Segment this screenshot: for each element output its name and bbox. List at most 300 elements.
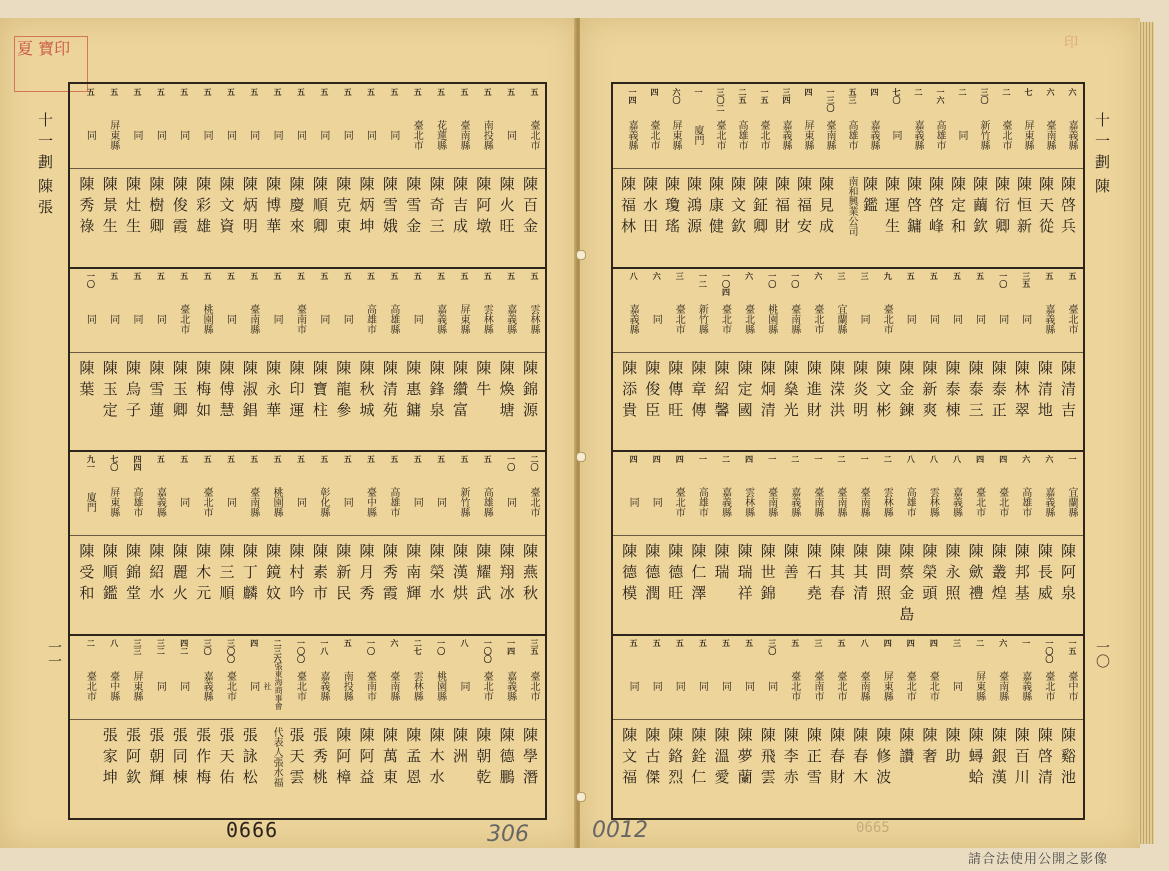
entry-number: 二 [790, 455, 801, 463]
register-entry [237, 451, 260, 635]
entry-number: 三〇二 [716, 88, 726, 112]
entry-place: 臺北市 [224, 670, 236, 701]
register-entry [284, 268, 307, 452]
entry-number: 五 [483, 455, 494, 463]
entry-place: 嘉義縣 [868, 120, 879, 150]
register-entry [709, 635, 732, 819]
entry-number: 八 [629, 271, 640, 280]
entry-name: 陳夢蘭 [735, 726, 754, 790]
entry-place: 高雄市 [934, 120, 945, 150]
register-entry [261, 451, 284, 635]
entry-name: 陳俊霞 [170, 176, 189, 239]
entry-place: 臺北市 [1042, 670, 1054, 701]
page-stack-edge [1138, 22, 1154, 844]
block-divider [70, 634, 545, 636]
entry-number: 一 [1021, 638, 1032, 647]
entry-place: 同 [154, 130, 166, 140]
entry-number: 五 [343, 638, 354, 647]
entry-name: 陳玉定 [100, 359, 119, 423]
entry-number: 五 [459, 271, 470, 280]
register-entry [308, 635, 331, 819]
entry-number: 七〇 [892, 88, 902, 104]
entry-name: 陳溫愛 [712, 726, 731, 790]
entry-number: 一三〇 [826, 88, 836, 112]
entry-place: 同 [411, 497, 423, 507]
register-entry [871, 451, 894, 635]
entry-name: 陳受和 [77, 543, 96, 606]
register-entry [308, 84, 331, 268]
entry-place: 同 [457, 680, 469, 691]
register-entry [802, 268, 825, 452]
entry-place: 同 [341, 313, 353, 324]
entry-place: 嘉義縣 [1066, 120, 1077, 150]
entry-name: 陳見成 [817, 176, 835, 239]
entry-place: 臺南縣 [811, 487, 823, 517]
register-entry [1010, 451, 1033, 635]
register-entry [964, 268, 987, 452]
register-entry [378, 268, 401, 452]
entry-number: 四 [652, 455, 663, 463]
entry-name: 陳繭欽 [971, 176, 989, 239]
entry-place: 雲林縣 [481, 303, 493, 334]
entry-name: 陳善 [781, 543, 800, 585]
register-entry [1010, 635, 1033, 819]
register-entry [903, 84, 925, 268]
entry-number: 二 [721, 455, 732, 463]
entry-number: 五 [975, 271, 986, 280]
entry-place: 同 [627, 680, 639, 691]
entry-place: 臺南縣 [1044, 120, 1055, 150]
entry-number: 一〇〇 [296, 638, 307, 663]
entry-name: 陳雪蓮 [147, 359, 166, 423]
entry-number: 一五 [760, 88, 770, 104]
entry-place: 臺南縣 [247, 487, 259, 517]
register-entry [97, 451, 120, 635]
block-divider [70, 450, 545, 452]
entry-place: 同 [131, 313, 143, 324]
register-entry [191, 268, 214, 452]
entry-name: 陳翔冰 [497, 543, 516, 606]
entry-name: 陳村吟 [287, 543, 306, 606]
entry-place: 高雄市 [1019, 487, 1031, 517]
entry-number: 一〇 [506, 455, 517, 471]
register-entry [378, 451, 401, 635]
entry-number: 三 [836, 271, 847, 280]
entry-number: 四 [906, 638, 917, 647]
entry-place: 同 [271, 130, 283, 140]
pencil-note-right: 0012 [592, 818, 648, 843]
register-entry [733, 635, 756, 819]
register-entry [639, 84, 661, 268]
entry-number: 五 [929, 271, 940, 280]
register-entry [378, 635, 401, 819]
register-entry [1057, 84, 1079, 268]
register-entry [709, 451, 732, 635]
entry-name: 陳慶來 [287, 176, 306, 239]
entry-name: 陳銀漢 [989, 726, 1008, 790]
entry-place: 臺北市 [527, 670, 539, 701]
entry-name: 陳讚 [897, 726, 916, 769]
register-entry [756, 635, 779, 819]
entry-name: 張作梅 [194, 726, 213, 790]
entry-number: 三〇 [980, 88, 990, 104]
entry-place: 同 [904, 313, 916, 324]
entry-place: 臺北市 [904, 670, 916, 701]
register-entry [494, 268, 517, 452]
register-entry [471, 268, 494, 452]
register-entry [733, 451, 756, 635]
register-entry [424, 84, 447, 268]
entry-name: 陳泰棟 [943, 359, 962, 423]
entry-place: 高雄縣 [387, 303, 399, 334]
entry-name: 陳麗火 [170, 543, 189, 606]
entry-place: 同 [224, 313, 236, 324]
register-entry [471, 84, 494, 268]
entry-name: 張家坤 [100, 726, 119, 790]
entry-name: 陳月秀 [357, 543, 376, 606]
entry-number: 五 [226, 271, 237, 280]
entry-place: 臺北縣 [742, 303, 754, 334]
entry-number: 五 [413, 88, 424, 96]
entry-place: 同 [364, 130, 376, 140]
entry-number: 一 [767, 455, 778, 463]
register-entry [144, 451, 167, 635]
entry-name: 陳景生 [100, 176, 119, 239]
entry-name: 陳助 [943, 726, 962, 769]
register-entry [640, 268, 663, 452]
entry-number: 五 [86, 88, 97, 96]
entry-number: 五 [343, 88, 354, 96]
entry-place: 同 [650, 497, 662, 507]
entry-place: 臺北市 [1000, 120, 1011, 150]
entry-place: 臺北市 [673, 303, 685, 334]
entry-name: 陳吉成 [450, 176, 469, 239]
entry-place: 同 [271, 313, 283, 324]
register-entry [617, 84, 639, 268]
entry-name: 陳啓清 [1035, 726, 1054, 790]
entry-place: 新竹縣 [696, 303, 708, 334]
register-entry [749, 84, 771, 268]
register-entry [121, 84, 144, 268]
entry-number: 三二 [156, 638, 167, 655]
entry-number: 一四 [628, 88, 638, 104]
register-entry [237, 268, 260, 452]
entry-place: 嘉義縣 [627, 303, 639, 334]
entry-number: 五三 [848, 88, 858, 104]
register-entry [663, 635, 686, 819]
entry-number: 四 [650, 88, 660, 96]
register-entry [617, 635, 640, 819]
entry-name: 陳文資 [217, 176, 236, 239]
entry-number: 五 [366, 455, 377, 463]
entry-name: 陳洲 [450, 726, 469, 769]
entry-number: 四 [675, 455, 686, 463]
register-entry [663, 451, 686, 635]
entry-name: 陳修波 [874, 726, 893, 790]
entry-number: 八 [109, 638, 120, 647]
entry-number: 二 [975, 638, 986, 647]
register-entry [848, 451, 871, 635]
entry-place: 同 [224, 497, 236, 507]
entry-name: 陳瑞祥 [735, 543, 754, 606]
entry-name: 陳定和 [949, 176, 967, 239]
register-entry [167, 268, 190, 452]
entry-name: 陳福林 [619, 176, 637, 239]
register-entry [881, 84, 903, 268]
section-label-left: 十一劃 [36, 112, 54, 175]
entry-number: 五 [1067, 271, 1078, 280]
register-entry [661, 84, 683, 268]
entry-place: 廈門 [84, 492, 96, 512]
entry-place: 桃園縣 [434, 670, 446, 701]
register-entry [144, 635, 167, 819]
entry-number: 五 [109, 88, 120, 96]
entry-number: 五 [226, 88, 237, 96]
entry-place: 同 [177, 680, 189, 691]
register-entry [733, 268, 756, 452]
entry-number: 二 [958, 88, 968, 96]
register-entry [1010, 268, 1033, 452]
entry-place: 嘉義縣 [719, 487, 731, 517]
entry-name: 陳彩雄 [194, 176, 213, 239]
entry-place: 高雄市 [387, 487, 399, 517]
entry-number: 五 [249, 455, 260, 463]
entry-name: 陳龍參 [334, 359, 353, 423]
register-entry [424, 268, 447, 452]
register-entry [969, 84, 991, 268]
entry-name: 陳添貴 [620, 359, 639, 423]
register-entry [815, 84, 837, 268]
entry-place: 嘉義縣 [788, 487, 800, 517]
entry-number: 五 [296, 271, 307, 280]
entry-place: 臺北市 [84, 670, 96, 701]
register-entry [1035, 84, 1057, 268]
entry-name: 陳蟳蛤 [966, 726, 985, 790]
entry-name: 陳鉦卿 [751, 176, 769, 239]
register-entry [756, 268, 779, 452]
entry-name: 陳泰正 [989, 359, 1008, 423]
register-entry [308, 268, 331, 452]
entry-place: 桃園縣 [201, 303, 213, 334]
entry-place: 臺北市 [714, 120, 725, 150]
entry-name: 陳德潤 [643, 543, 662, 606]
page-number-left: 一一 [46, 640, 62, 668]
entry-name: 陳福財 [773, 176, 791, 239]
entry-place: 臺南縣 [834, 487, 846, 517]
serial-number: 0666 [226, 818, 279, 842]
entry-place: 臺北市 [481, 670, 493, 701]
entry-place: 同 [387, 130, 399, 140]
entry-place: 宜蘭縣 [1065, 487, 1077, 517]
entry-number: 二 [1002, 88, 1012, 96]
register-entry [214, 268, 237, 452]
register-entry [261, 84, 284, 268]
entry-name: 陳啓鏞 [905, 176, 923, 239]
register-entry [518, 84, 541, 268]
entry-number: 六〇 [672, 88, 682, 104]
register-entry [214, 635, 237, 819]
entry-number: 一 [813, 455, 824, 463]
register-entry [793, 84, 815, 268]
entry-place: 新竹縣 [457, 487, 469, 517]
entry-name: 陳葉 [77, 359, 96, 402]
entry-number: 五 [721, 638, 732, 647]
entry-place: 臺北市 [201, 487, 213, 517]
entry-name: 陳林翠 [1012, 359, 1031, 423]
entry-name: 陳印運 [287, 359, 306, 423]
left-block-1 [70, 84, 545, 268]
left-block-4 [70, 635, 545, 819]
entry-place: 同 [84, 313, 96, 324]
entry-name: 陳泰三 [966, 359, 985, 423]
entry-number: 五 [156, 271, 167, 280]
entry-name: 陳樹卿 [147, 176, 166, 239]
entry-number: 四四 [133, 455, 144, 471]
entry-name: 張朝輝 [147, 726, 166, 790]
right-register-table [611, 82, 1085, 820]
entry-place: 臺南縣 [858, 487, 870, 517]
entry-name: 陳春木 [851, 726, 870, 790]
entry-name: 陳新爽 [920, 359, 939, 423]
entry-number: 五 [179, 271, 190, 280]
entry-number: 六 [998, 638, 1009, 647]
entry-place: 雲林縣 [927, 487, 939, 517]
entry-number: 三 [675, 271, 686, 280]
entry-name: 陳石堯 [804, 543, 823, 606]
entry-number: 四 [804, 88, 814, 96]
right-block-1 [613, 84, 1083, 268]
entry-place: 雲林縣 [881, 487, 893, 517]
entry-name: 陳定國 [735, 359, 754, 423]
entry-number: 五 [436, 455, 447, 463]
entry-number: 八 [952, 455, 963, 463]
entry-name: 陳百金 [520, 176, 539, 239]
entry-name: 陳李赤 [781, 726, 800, 790]
entry-place: 屏東縣 [131, 670, 143, 701]
entry-name: 陳古傑 [643, 726, 662, 790]
entry-place: 高雄市 [846, 120, 857, 150]
register-entry [964, 635, 987, 819]
entry-name: 陳炎明 [851, 359, 870, 423]
entry-number: 五 [133, 88, 144, 96]
surname-label-right: 陳 [1093, 178, 1111, 199]
entry-number: 五 [459, 455, 470, 463]
entry-number: 五 [343, 455, 354, 463]
register-entry [825, 268, 848, 452]
entry-name: 陳奢 [920, 726, 939, 769]
entry-name: 陳雪娥 [380, 176, 399, 239]
entry-place: 桃園縣 [765, 303, 777, 334]
entry-number: 一〇〇 [1044, 638, 1055, 663]
entry-place: 屏東縣 [670, 120, 681, 150]
entry-place: 臺北市 [719, 303, 731, 334]
pencil-note-left: 306 [487, 822, 529, 847]
register-entry [354, 268, 377, 452]
entry-place: 同 [1019, 313, 1031, 324]
entry-name: 陳清吉 [1058, 359, 1077, 423]
entry-place: 臺北市 [527, 120, 539, 150]
register-entry [859, 84, 881, 268]
entry-place: 彰化縣 [317, 487, 329, 517]
entry-number: 三〇〇 [226, 638, 237, 663]
entry-number: 四 [870, 88, 880, 96]
entry-name: 陳蔡金島 [897, 543, 916, 627]
left-block-3 [70, 451, 545, 635]
entry-place: 同 [858, 313, 870, 324]
register-entry [1033, 451, 1056, 635]
register-entry [191, 84, 214, 268]
entry-name: 陳歛禮 [966, 543, 985, 606]
register-entry [825, 635, 848, 819]
entry-name: 陳鉻烈 [666, 726, 685, 790]
entry-number: 二七 [413, 638, 424, 655]
register-entry [331, 84, 354, 268]
entry-name: 陳秋城 [357, 359, 376, 423]
entry-place: 同 [696, 680, 708, 691]
register-entry [97, 268, 120, 452]
entry-place: 臺中縣 [364, 487, 376, 517]
entry-name: 陳永華 [264, 359, 283, 423]
register-entry [121, 635, 144, 819]
entry-name: 陳進財 [804, 359, 823, 423]
entry-place: 臺中市 [1065, 670, 1077, 701]
entry-place: 臺南縣 [457, 120, 469, 150]
entry-name: 陳煥塘 [497, 359, 516, 423]
entry-place: 屏東縣 [107, 120, 119, 150]
entry-number: 一〇 [366, 638, 377, 655]
entry-name: 陳鑑 [861, 176, 879, 218]
entry-name: 陳俊臣 [643, 359, 662, 423]
register-entry [709, 268, 732, 452]
entry-name: 陳春財 [827, 726, 846, 790]
register-entry [191, 635, 214, 819]
entry-number: 四 [975, 455, 986, 463]
entry-number: 三〇 [203, 638, 214, 655]
register-entry [144, 84, 167, 268]
entry-number: 五 [179, 88, 190, 96]
entry-name: 陳孟恩 [404, 726, 423, 790]
entry-place: 臺北市 [973, 487, 985, 517]
entry-place: 屏東縣 [1022, 120, 1033, 150]
register-entry [686, 451, 709, 635]
left-block-2 [70, 268, 545, 452]
register-entry [167, 451, 190, 635]
entry-name: 陳三順 [217, 543, 236, 606]
entry-number: 四 [629, 455, 640, 463]
entry-name: 陳瑞 [712, 543, 731, 585]
entry-name: 陳烏子 [124, 359, 143, 423]
entry-place: 臺北市 [294, 670, 306, 701]
entry-number: 八 [459, 638, 470, 647]
register-entry [917, 635, 940, 819]
entry-place: 臺南縣 [858, 670, 870, 701]
register-entry [802, 635, 825, 819]
entry-name: 陳炳坤 [357, 176, 376, 239]
entry-place: 臺北市 [881, 303, 893, 334]
entry-number: 五 [506, 271, 517, 280]
entry-place: 高雄市 [131, 487, 143, 517]
entry-number: 四二 [179, 638, 190, 655]
entry-number: 五 [836, 638, 847, 647]
entry-name: 陳玉卿 [170, 359, 189, 423]
entry-place: 高雄市 [696, 487, 708, 517]
entry-place: 高雄市 [904, 487, 916, 517]
entry-number: 五 [436, 88, 447, 96]
register-entry [97, 635, 120, 819]
entry-number: 三 [952, 638, 963, 647]
right-block-2 [613, 268, 1083, 452]
entry-name: 陳萬東 [380, 726, 399, 790]
